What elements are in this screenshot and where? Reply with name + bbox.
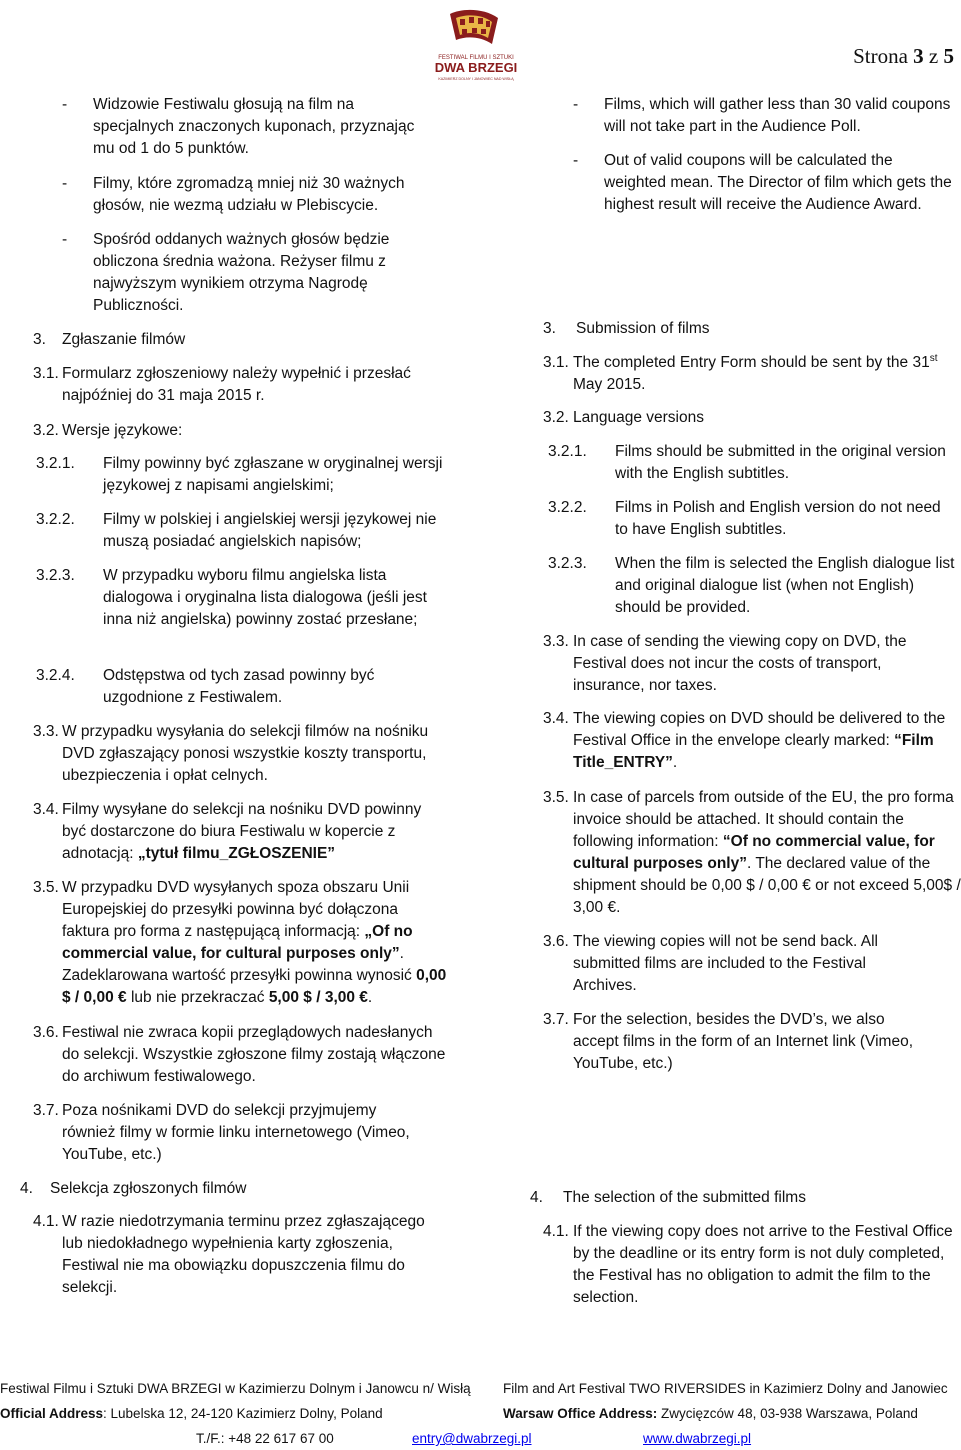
logo-text-top: FESTIWAL FILMU I SZTUKI: [438, 55, 514, 61]
footer-website-link[interactable]: www.dwabrzegi.pl: [643, 1431, 752, 1446]
logo-text-main: DWA BRZEGI: [434, 60, 518, 75]
footer-festival-name-en: Film and Art Festival TWO RIVERSIDES in Kazimierz Dolny and Janowiec: [503, 1381, 948, 1396]
footer-email-link[interactable]: entry@dwabrzegi.pl: [412, 1431, 532, 1446]
logo-text-bottom: KAZIMIERZ DOLNY I JANOWIEC NAD WISŁĄ: [438, 77, 514, 81]
footer-warsaw-address: Warsaw Office Address: Zwycięzców 48, 03-938 Warszawa, Poland: [503, 1406, 918, 1421]
festival-logo: [434, 4, 518, 88]
film-strip-icon: [450, 10, 498, 44]
page-number: Strona 3 z 5: [853, 44, 954, 68]
footer-phone: T./F.: +48 22 617 67 00: [196, 1431, 334, 1446]
document-page: FESTIWAL FILMU I SZTUKI DWA BRZEGI KAZIMIERZ DOLNY I JANOWIEC NAD WISŁĄ Strona 3 z 5 - Widzowie Festiwalu głosują na film na specjalnych znaczonych kuponach, przyznając mu od 1 do 5 punktów. - Filmy, które zgromadzą mniej niż 30 ważnych głosów, nie wezmą udziału w Plebiscycie. - Spośród oddanych ważnych głosów będzie obliczona średnia ważona. Reżyser filmu z najwyższym wynikiem otrzyma Nagrodę Publiczności. 3. Zgłaszanie filmów 3.1. Formularz zgłoszeniowy należy wypełnić i przesłać najpóźniej do 31 maja 2015 r. 3.2. Wersje językowe: 3.2.1. Filmy powinny być zgłaszane w oryginalnej wersji językowej z napisami angielskimi; 3.2.2. Filmy w polskiej i angielskiej wersji językowej nie muszą posiadać angielskich napisów; 3.2.3. W przypadku wyboru filmu angielska lista dialogowa i oryginalna lista dialogowa (jeśli jest inna niż angielska) powinny zostać przesłane; 3.2.4. Odstępstwa od tych zasad powinny być uzgodnione z Festiwalem. 3.3. W przypadku wysyłania do selekcji filmów na nośniku DVD zgłaszający ponosi wszystkie koszty transportu, ubezpieczenia i opłat celnych. 3.4. Filmy wysyłane do selekcji na nośniku DVD powinny być dostarczone do biura Festiwalu w kopercie z adnotacją: „tytuł filmu_ZGŁOSZENIE” 3.5. W przypadku DVD wysyłanych spoza obszaru Unii Europejskiej do przesyłki powinna być dołączona faktura pro forma z następującą informacją: „Of no commercial value, for cultural purposes only”. Zadeklarowana wartość przesyłki powinna wynosić 0,00 $ / 0,00 € lub nie przekraczać 5,00 $ / 3,00 €. 3.6. Festiwal nie zwraca kopii przeglądowych nadesłanych do selekcji. Wszystkie zgłoszone filmy zostają włączone do archiwum festiwalowego. 3.7. Poza nośnikami DVD do selekcji przyjmujemy również filmy w formie linku internetowego (Vimeo, YouTube, etc.) 4. Selekcja zgłoszonych filmów 4.1. W razie niedotrzymania terminu przez zgłaszającego lub niedokładnego wypełnienia karty zgłoszenia, Festiwal nie ma obowiązku dopuszczenia filmu do selekcji. - Films, which will gather less than 30 valid coupons will not take part in the Audience Poll. - Out of valid coupons will be calculated the weighted mean. The Director of film which gets the highest result will receive the Audience Award. 3. Submission of films 3.1. The completed Entry Form should be sent by the 31st May 2015. 3.2. Language versions 3.2.1. Films should be submitted in the original version with the English subtitles. 3.2.2. Films in Polish and English version do not need to have English subtitles. 3.2.3. When the film is selected the English dialogue list and original dialogue list (when not English) should be provided. 3.3. In case of sending the viewing copy on DVD, the Festival does not incur the costs of transport, insurance, nor taxes. 3.4. The viewing copies on DVD should be delivered to the Festival Office in the envelope clearly marked: “Film Title_ENTRY”. 3.5. In case of parcels from outside of the EU, the pro forma invoice should be attached. It should contain the following information: “Of no commercial value, for cultural purposes only”. The declared value of the shipment should be 0,00 $ / 0,00 € or not exceed 5,00$ / 3,00 €. 3.6. The viewing copies will not be send back. All submitted films are included to the Festival Archives. 3.7. For the selection, besides the DVD’s, we also accept films in the form of an Internet link (Vimeo, YouTube, etc.) 4. The selection of the submitted films 4.1. If the viewing copy does not arrive to the Festival Office by the deadline or its entry form is not duly completed, the Festival has no obligation to admit the film to the selection. Festiwal Filmu i Sztuki DWA BRZEGI w Kazimierzu Dolnym i Janowcu n/ Wisłą Film and Art Festival TWO RIVERSIDES in Kazimierz Dolny and Janowiec Official Address: Lubelska 12, 24-120 Kazimierz Dolny, Poland Warsaw Office Address: Zwycięzców 48, 03-938 Warszawa, Poland T./F.: +48 22 617 67 00 entry@dwabrzegi.pl www.dwabrzegi.pl: [0, 0, 960, 1450]
required-envelope-label: „tytuł filmu_ZGŁOSZENIE”: [137, 845, 336, 862]
footer-official-address: Official Address: Lubelska 12, 24-120 Kazimierz Dolny, Poland: [0, 1406, 383, 1421]
footer-festival-name-pl: Festiwal Filmu i Sztuki DWA BRZEGI w Kazimierzu Dolnym i Janowcu n/ Wisłą: [0, 1381, 471, 1396]
required-envelope-label: “Film Title_ENTRY”: [573, 732, 934, 771]
